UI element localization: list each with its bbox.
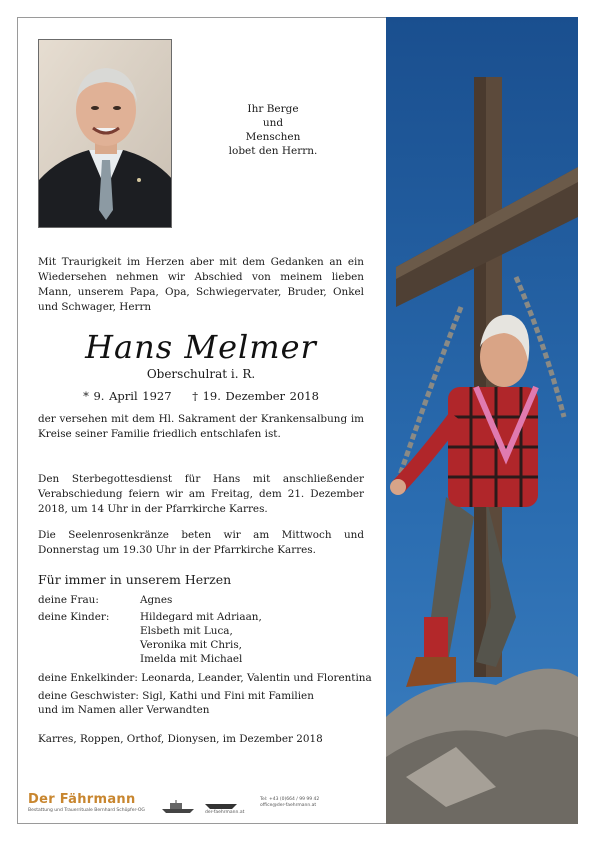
child-entry: Elsbeth mit Luca, (140, 625, 233, 637)
contact-email: office@der-faehrmann.at (260, 803, 317, 808)
rosary-text: Die Seelenrosenkränze beten wir am Mittwoch und Donnerstag um 19.30 Uhr in der Pfarrkirche Karres. (38, 529, 364, 556)
verse (200, 102, 346, 158)
child-entry: Veronika mit Chris, (140, 639, 242, 651)
undertaker-website: der-faehrmann.at (205, 810, 245, 815)
child-entry: Imelda mit Michael (140, 653, 243, 665)
portrait-photo (38, 39, 172, 228)
deceased-title: Oberschulrat i. R. (146, 367, 256, 381)
death-date: † 19. Dezember 2018 (192, 389, 319, 403)
undertaker-contact (260, 797, 319, 809)
verse-line: Ihr Berge (247, 103, 299, 115)
siblings-line: deine Geschwister: Sigl, Kathi und Fini mit Familien (38, 690, 314, 702)
children-label: deine Kinder: (38, 611, 110, 623)
boat-logo-icon (205, 800, 237, 810)
birth-date: * 9. April 1927 (83, 389, 172, 403)
summit-cross-photo (386, 17, 578, 824)
sacrament-text: der versehen mit dem Hl. Sakrament der Krankensalbung im Kreise seiner Familie friedlich entschlafen ist. (38, 413, 364, 440)
verse-line: lobet den Herrn. (228, 145, 318, 157)
intro-text: Mit Traurigkeit im Herzen aber mit dem Gedanken an ein Wiedersehen nehmen wir Abschied von meinem lieben Mann, unserem Papa, Opa, Schwiegervater, Bruder, Onkel und Schwager, Herrn (38, 256, 364, 313)
verse-line: Menschen (245, 131, 301, 143)
undertaker-subtitle: Bestattung und Trauerrituale Bernhard Schöpfer-OG (28, 808, 145, 813)
contact-phone: Tel: +43 (0)664 / 99 99 42 (260, 797, 320, 802)
grandchildren-line: deine Enkelkinder: Leonarda, Leander, Valentin und Florentina (38, 672, 372, 684)
wife-name: Agnes (140, 594, 173, 606)
verse-line: und (262, 117, 284, 129)
wife-label: deine Frau: (38, 594, 99, 606)
deceased-name: Hans Melmer (85, 328, 317, 366)
ferry-boat-icon (160, 800, 196, 814)
place-date: Karres, Roppen, Orthof, Dionysen, im Dezember 2018 (38, 733, 323, 745)
child-entry: Hildegard mit Adriaan, (140, 611, 262, 623)
relatives-line: und im Namen aller Verwandten (38, 704, 210, 716)
life-dates (38, 388, 364, 404)
undertaker-logo: Der Fährmann (28, 792, 136, 807)
family-heading: Für immer in unserem Herzen (38, 572, 232, 587)
funeral-text: Den Sterbegottesdienst für Hans mit anschließender Verabschiedung feiern wir am Freitag, dem 21. Dezember 2018, um 14 Uhr in der Pfarrkirche Karres. (38, 473, 364, 515)
